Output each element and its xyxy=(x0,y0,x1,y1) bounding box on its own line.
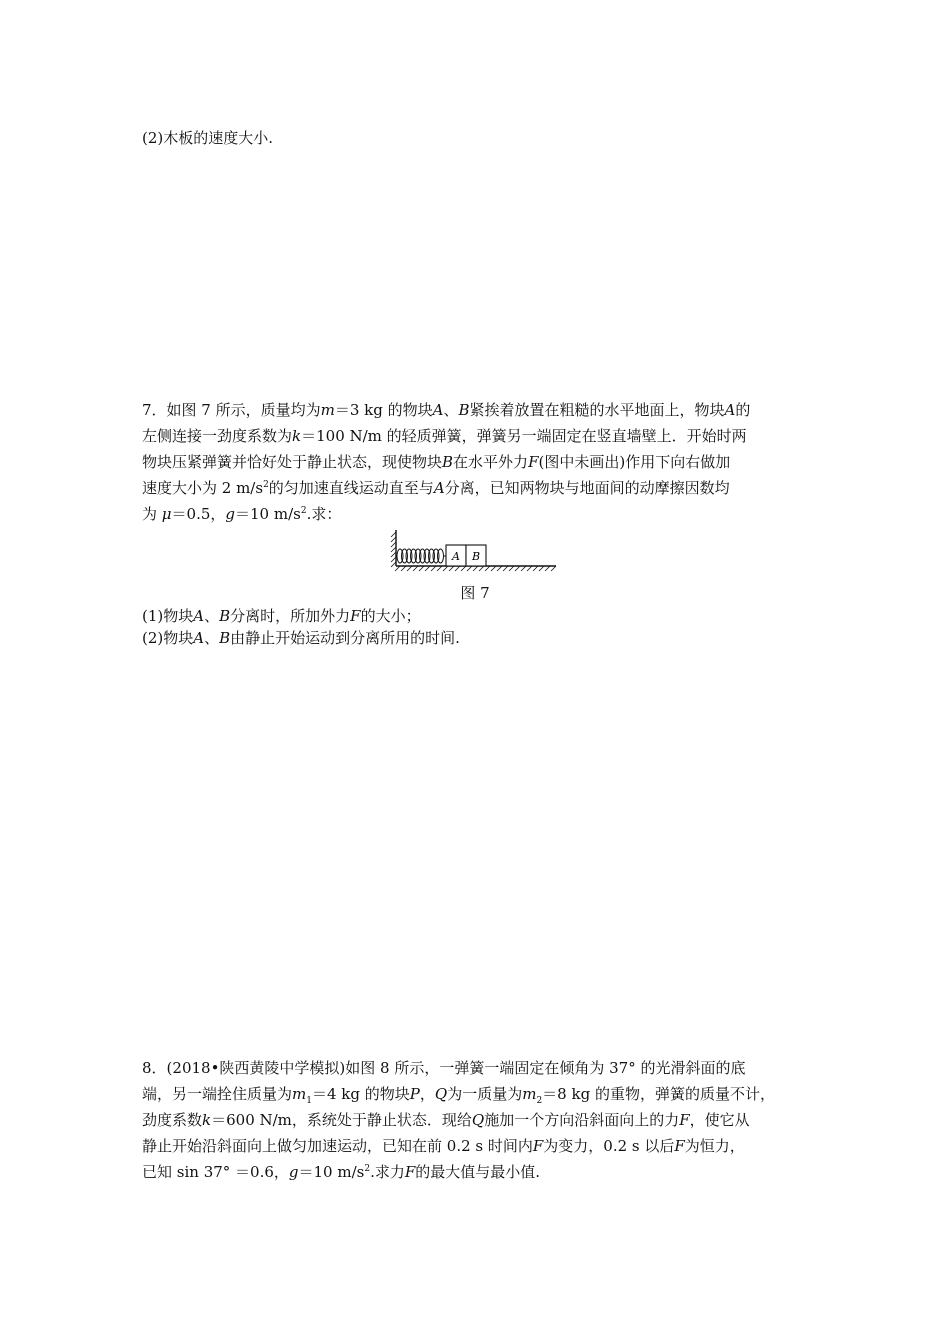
text: 在水平外力 xyxy=(453,453,529,471)
text: 左侧连接一劲度系数为 xyxy=(142,427,293,445)
text: 物块压紧弹簧并恰好处于静止状态，现使物块 xyxy=(142,453,443,471)
text: (1)物块 xyxy=(142,607,194,625)
superscript: 2 xyxy=(364,1164,371,1174)
text: ＝4 kg 的物块 xyxy=(311,1085,410,1103)
text: 端，另一端拴住质量为 xyxy=(142,1085,293,1103)
text: 紧挨着放置在粗糙的水平地面上，物块 xyxy=(469,401,725,419)
q8-line-4 xyxy=(142,1136,814,1162)
wall-hatching xyxy=(391,532,396,567)
text: ＝10 m/s xyxy=(298,1163,365,1181)
text: 已知 sin 37° ＝0.6， xyxy=(142,1163,289,1181)
q7-line-5 xyxy=(142,504,814,530)
q7-line-2 xyxy=(142,426,814,452)
var-f: F xyxy=(532,1137,544,1155)
text: 为一质量为 xyxy=(447,1085,523,1103)
text: 、 xyxy=(443,401,459,419)
text: ， xyxy=(419,1085,435,1103)
superscript: 2 xyxy=(263,480,269,490)
q8-line-2 xyxy=(142,1084,814,1110)
question-8-text xyxy=(142,1058,814,1188)
subscript: 2 xyxy=(536,1096,543,1106)
var-f: F xyxy=(350,607,361,625)
text: .求力 xyxy=(370,1163,405,1181)
text: 分离时，所加外力 xyxy=(230,607,351,625)
spring xyxy=(397,549,444,563)
text: 、 xyxy=(204,629,220,647)
superscript: 2 xyxy=(300,506,307,516)
var-mu: μ xyxy=(161,505,172,523)
text: 由静止开始运动到分离所用的时间. xyxy=(230,629,460,647)
var-g: g xyxy=(225,505,235,523)
var-a: A xyxy=(724,401,736,419)
text: ＝0.5， xyxy=(171,505,226,523)
text: 的 xyxy=(735,401,751,419)
var-m: m xyxy=(522,1085,537,1103)
text: (2)物块 xyxy=(142,629,194,647)
var-b: B xyxy=(442,453,454,471)
var-f: F xyxy=(528,453,539,471)
var-a: A xyxy=(432,401,444,419)
var-q: Q xyxy=(434,1085,448,1103)
figure-7-spring-blocks xyxy=(386,528,558,576)
q8-line-1 xyxy=(142,1058,814,1084)
text: 的最大值与最小值. xyxy=(415,1163,541,1181)
var-q: Q xyxy=(471,1111,485,1129)
q7-part-2 xyxy=(142,628,814,654)
var-b: B xyxy=(219,629,231,647)
var-m: m xyxy=(320,401,335,419)
text: 为变力，0.2 s 以后 xyxy=(543,1137,675,1155)
q6-part2: (2)木板的速度大小. xyxy=(142,129,274,147)
text: ＝100 N/m 的轻质弹簧，弹簧另一端固定在竖直墙壁上．开始时两 xyxy=(301,427,747,445)
text: (图中未画出)作用下向右做加 xyxy=(538,453,731,471)
var-f: F xyxy=(679,1111,690,1129)
text: 分离，已知两物块与地面间的动摩擦因数均 xyxy=(444,479,730,497)
block-b-label: B xyxy=(471,550,481,563)
var-f: F xyxy=(674,1137,685,1155)
text: 静止开始沿斜面向上做匀加速运动，已知在前 0.2 s 时间内 xyxy=(142,1137,533,1155)
block-a-label: A xyxy=(452,550,460,563)
text: 为 xyxy=(142,505,162,523)
var-k: k xyxy=(292,427,302,445)
text: 7．如图 7 所示，质量均为 xyxy=(142,401,321,419)
text: 施加一个方向沿斜面向上的力 xyxy=(484,1111,680,1129)
text: 为恒力， xyxy=(684,1137,745,1155)
q7-line-3 xyxy=(142,452,814,478)
var-g: g xyxy=(288,1163,299,1181)
var-f: F xyxy=(404,1163,416,1181)
text: 劲度系数 xyxy=(142,1111,203,1129)
text: 的大小； xyxy=(360,607,421,625)
q7-line-1 xyxy=(142,400,814,426)
var-k: k xyxy=(202,1111,212,1129)
var-b: B xyxy=(458,401,470,419)
q7-part-1 xyxy=(142,606,814,628)
var-m: m xyxy=(292,1085,307,1103)
q8-line-5 xyxy=(142,1162,814,1188)
text: 速度大小为 2 m/s xyxy=(142,479,264,497)
text: ＝10 m/s xyxy=(235,505,301,523)
text: ＝8 kg 的重物，弹簧的质量不计， xyxy=(542,1085,775,1103)
text: 的匀加速直线运动直至与 xyxy=(268,479,434,497)
q8-line-3 xyxy=(142,1110,814,1136)
figure-7-caption: 图 7 xyxy=(460,584,490,602)
text: ＝600 N/m，系统处于静止状态．现给 xyxy=(211,1111,472,1129)
text: .求： xyxy=(306,505,342,523)
var-a: A xyxy=(433,479,445,497)
ground-hatching xyxy=(395,566,556,571)
text: ＝3 kg 的物块 xyxy=(334,401,433,419)
text: ，使它从 xyxy=(689,1111,750,1129)
var-a: A xyxy=(193,629,205,647)
q7-line-4 xyxy=(142,478,814,504)
subscript: 1 xyxy=(306,1096,312,1106)
question-7-parts xyxy=(142,606,814,654)
text: 、 xyxy=(204,607,220,625)
var-b: B xyxy=(219,607,231,625)
text: 8．(2018•陕西黄陵中学模拟)如图 8 所示，一弹簧一端固定在倾角为 37° 的光滑斜面的底 xyxy=(142,1059,746,1077)
var-a: A xyxy=(193,607,205,625)
question-7-text xyxy=(142,400,814,530)
var-p: P xyxy=(409,1085,420,1103)
